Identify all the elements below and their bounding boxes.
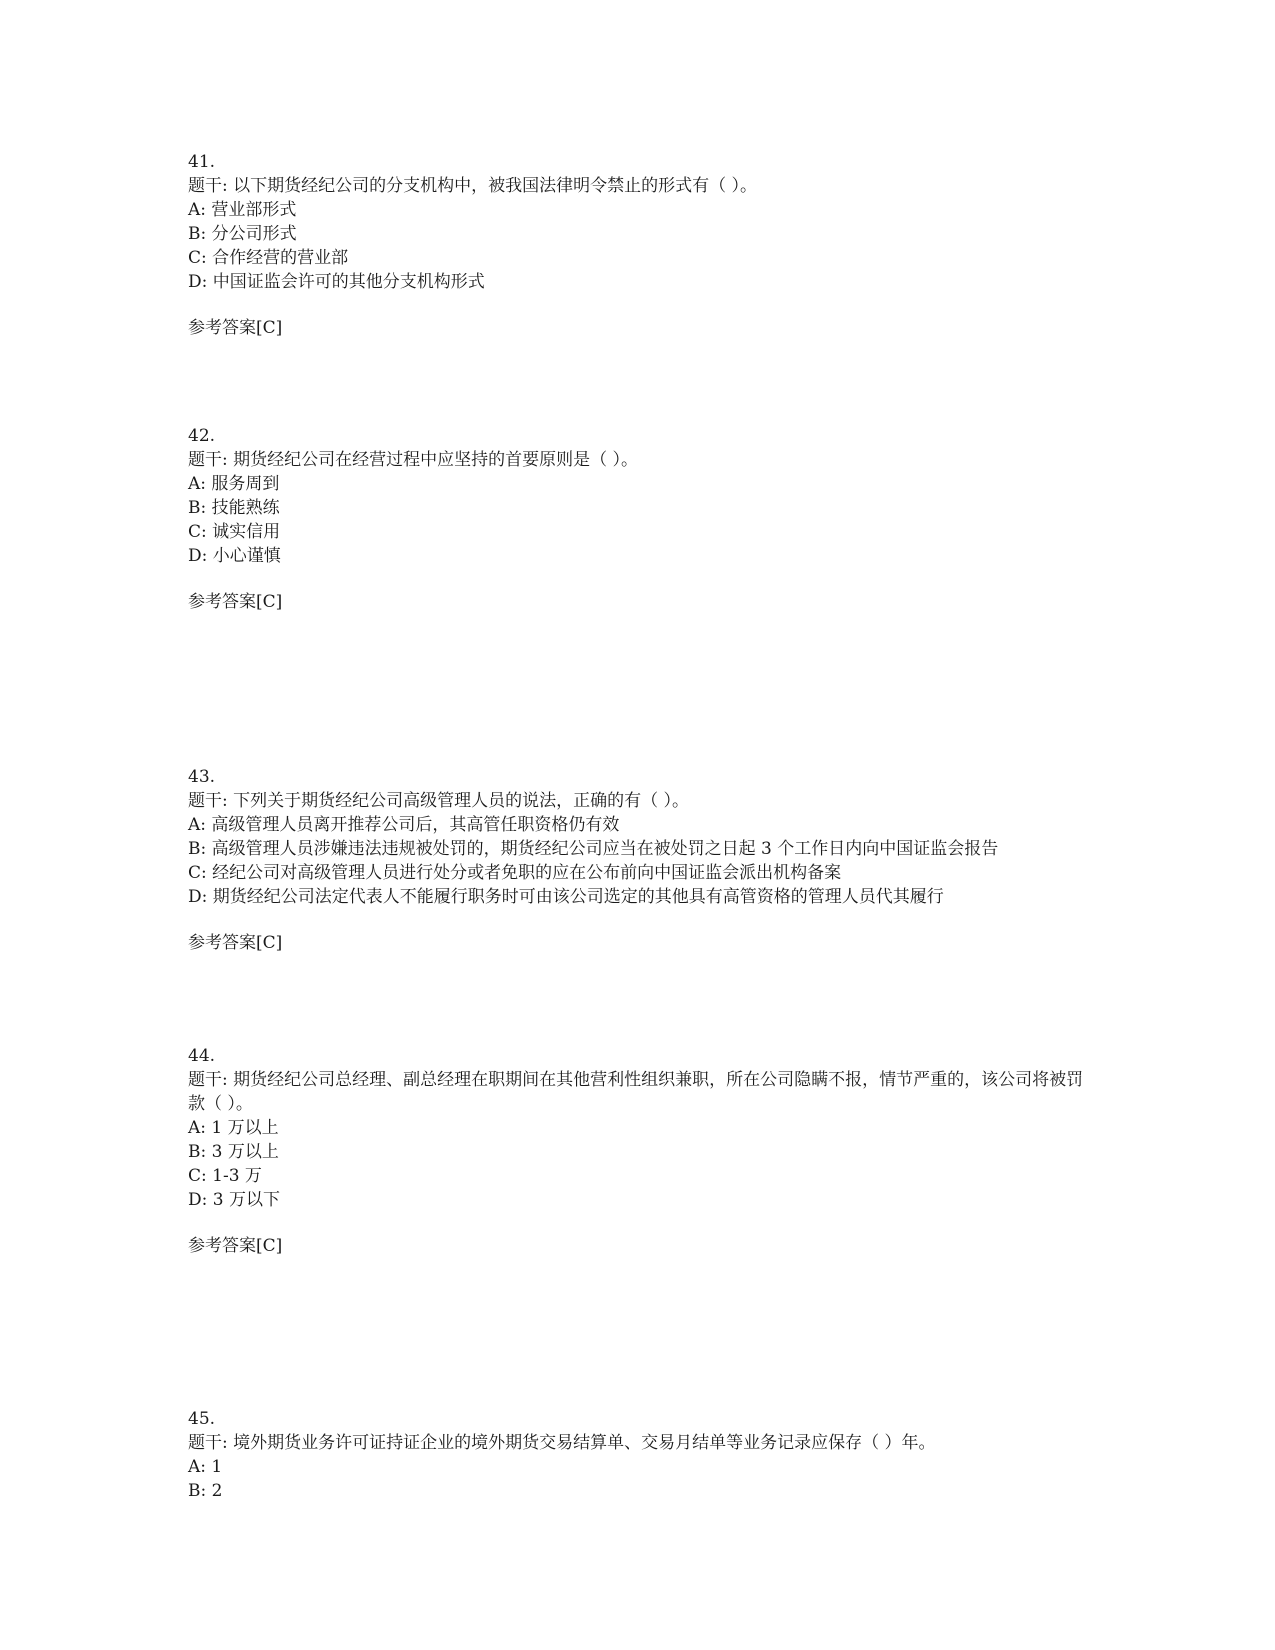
question-41 [188,150,1088,340]
option-d: D: 3 万以下 [188,1190,280,1210]
option-c: C: 诚实信用 [188,522,281,542]
question-number: 42. [188,426,216,446]
question-42 [188,424,1088,614]
option-d: D: 中国证监会许可的其他分支机构形式 [188,272,485,292]
reference-answer: 参考答案[C] [188,1236,283,1256]
option-b: B: 2 [188,1481,223,1501]
option-d: D: 期货经纪公司法定代表人不能履行职务时可由该公司选定的其他具有高管资格的管理人员代其履行 [188,887,944,907]
option-b: B: 高级管理人员涉嫌违法违规被处罚的，期货经纪公司应当在被处罚之日起 3 个工作日内向中国证监会报告 [188,839,999,859]
option-b: B: 分公司形式 [188,224,297,244]
reference-answer: 参考答案[C] [188,318,283,338]
question-number: 43. [188,767,216,787]
question-stem: 题干: 期货经纪公司在经营过程中应坚持的首要原则是（ ）。 [188,450,639,470]
question-44 [188,1044,1088,1258]
option-c: C: 合作经营的营业部 [188,248,349,268]
option-b: B: 技能熟练 [188,498,280,518]
question-stem: 题干: 境外期货业务许可证持证企业的境外期货交易结算单、交易月结单等业务记录应保存（ ）年。 [188,1433,936,1453]
question-number: 41. [188,152,216,172]
reference-answer: 参考答案[C] [188,592,283,612]
question-stem: 题干: 期货经纪公司总经理、副总经理在职期间在其他营利性组织兼职，所在公司隐瞒不报，情节严重的，该公司将被罚款（ ）。 [188,1070,1084,1114]
question-stem: 题干: 下列关于期货经纪公司高级管理人员的说法，正确的有（ ）。 [188,791,690,811]
question-number: 45. [188,1409,216,1429]
question-number: 44. [188,1046,216,1066]
option-a: A: 高级管理人员离开推荐公司后，其高管任职资格仍有效 [188,815,620,835]
reference-answer: 参考答案[C] [188,933,283,953]
option-d: D: 小心谨慎 [188,546,281,566]
option-c: C: 经纪公司对高级管理人员进行处分或者免职的应在公布前向中国证监会派出机构备案 [188,863,842,883]
question-stem: 题干: 以下期货经纪公司的分支机构中，被我国法律明令禁止的形式有（ ）。 [188,176,758,196]
option-a: A: 1 万以上 [188,1118,279,1138]
option-a: A: 营业部形式 [188,200,297,220]
option-a: A: 服务周到 [188,474,280,494]
option-b: B: 3 万以上 [188,1142,279,1162]
option-c: C: 1-3 万 [188,1166,262,1186]
option-a: A: 1 [188,1457,223,1477]
question-45 [188,1407,1088,1503]
question-43 [188,765,1088,955]
